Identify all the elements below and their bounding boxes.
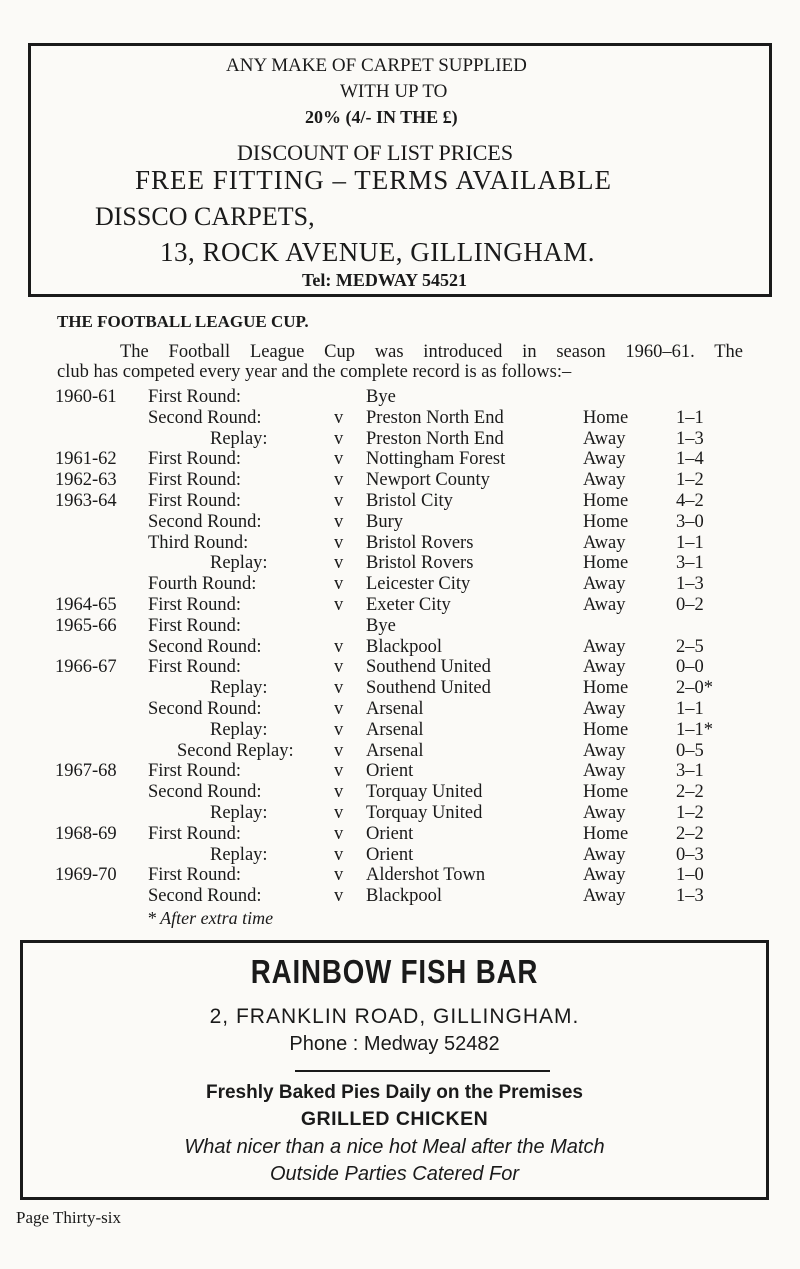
versus-cell: v <box>334 636 344 657</box>
score-cell: 0–3 <box>676 844 704 865</box>
versus-cell: v <box>334 844 344 865</box>
opponent-cell: Blackpool <box>366 886 443 907</box>
table-row <box>0 637 800 658</box>
venue-cell: Away <box>583 886 626 907</box>
venue-cell: Away <box>583 803 626 823</box>
venue-cell: Away <box>583 574 626 595</box>
score-cell: 0–2 <box>676 595 704 615</box>
venue-cell: Away <box>583 699 626 719</box>
carpet-ad-address: 13, ROCK AVENUE, GILLINGHAM. <box>160 237 595 267</box>
round-cell: First Round: <box>148 761 242 782</box>
versus-cell: v <box>334 491 344 511</box>
versus-cell: v <box>334 449 344 470</box>
opponent-cell: Arsenal <box>366 740 424 761</box>
venue-cell: Away <box>583 636 626 657</box>
round-cell: First Round: <box>148 865 242 886</box>
season-cell: 1964-65 <box>55 595 117 615</box>
carpet-ad-free-fitting: FREE FITTING – TERMS AVAILABLE <box>135 165 613 195</box>
table-row <box>0 470 800 491</box>
score-cell: 1–3 <box>676 428 704 449</box>
table-row <box>0 387 800 408</box>
round-cell: Second Round: <box>148 699 262 719</box>
season-cell: 1967-68 <box>55 761 117 782</box>
versus-cell: v <box>334 719 344 740</box>
table-row <box>0 657 800 678</box>
round-cell: Replay: <box>210 844 268 865</box>
table-row <box>0 803 800 824</box>
table-row <box>0 782 800 803</box>
fish-bar-address: 2, FRANKLIN ROAD, GILLINGHAM. <box>209 1005 580 1028</box>
versus-cell: v <box>334 511 344 532</box>
score-cell: 1–0 <box>676 865 704 886</box>
fish-bar-chicken: GRILLED CHICKEN <box>300 1108 489 1130</box>
score-cell: 0–0 <box>676 657 704 678</box>
venue-cell: Home <box>583 407 629 428</box>
score-cell: 3–1 <box>676 553 704 574</box>
round-cell: Second Replay: <box>177 740 294 761</box>
season-cell: 1965-66 <box>55 615 117 636</box>
score-cell: 1–3 <box>676 886 704 907</box>
opponent-cell: Southend United <box>366 657 491 678</box>
round-cell: First Round: <box>148 491 242 511</box>
venue-cell: Away <box>583 865 626 886</box>
versus-cell: v <box>334 886 344 907</box>
score-cell: 1–2 <box>676 803 704 823</box>
score-cell: 1–1 <box>676 407 704 428</box>
footnote: * After extra time <box>147 908 274 928</box>
table-row <box>0 865 800 886</box>
venue-cell: Away <box>583 740 626 761</box>
round-cell: Second Round: <box>148 782 262 803</box>
versus-cell: v <box>334 428 344 449</box>
fish-bar-advert <box>20 940 769 1200</box>
venue-cell: Home <box>583 782 629 803</box>
opponent-cell: Arsenal <box>366 719 424 740</box>
round-cell: Second Round: <box>148 636 262 657</box>
round-cell: Replay: <box>210 803 268 823</box>
score-cell: 4–2 <box>676 491 704 511</box>
intro-line-1: The Football League Cup was introduced in season 1960–61. The <box>120 342 743 362</box>
carpet-advert <box>28 43 772 297</box>
table-row <box>0 845 800 866</box>
opponent-cell: Blackpool <box>366 636 443 657</box>
table-row <box>0 720 800 741</box>
opponent-cell: Arsenal <box>366 699 424 719</box>
versus-cell: v <box>334 740 344 761</box>
fish-bar-name: RAINBOW FISH BAR <box>250 953 539 990</box>
table-row <box>0 512 800 533</box>
table-row <box>0 491 800 512</box>
table-row <box>0 449 800 470</box>
table-row <box>0 616 800 637</box>
venue-cell: Home <box>583 678 629 699</box>
table-row <box>0 574 800 595</box>
round-cell: First Round: <box>148 387 242 407</box>
divider-rule <box>295 1070 550 1072</box>
opponent-cell: Bristol City <box>366 491 453 511</box>
venue-cell: Home <box>583 719 629 740</box>
score-cell: 2–2 <box>676 823 704 844</box>
opponent-cell: Torquay United <box>366 782 483 803</box>
venue-cell: Away <box>583 657 626 678</box>
season-cell: 1961-62 <box>55 449 117 470</box>
carpet-ad-company-name: DISSCO CARPETS, <box>95 202 315 231</box>
opponent-cell: Orient <box>366 844 414 865</box>
table-row <box>0 553 800 574</box>
round-cell: Second Round: <box>148 511 262 532</box>
season-cell: 1963-64 <box>55 491 117 511</box>
versus-cell: v <box>334 699 344 719</box>
score-cell: 1–2 <box>676 470 704 491</box>
carpet-ad-line1: ANY MAKE OF CARPET SUPPLIED <box>226 55 527 76</box>
score-cell: 3–0 <box>676 511 704 532</box>
score-cell: 1–1* <box>676 719 713 740</box>
versus-cell: v <box>334 761 344 782</box>
versus-cell: v <box>334 574 344 595</box>
versus-cell: v <box>334 407 344 428</box>
table-row <box>0 429 800 450</box>
opponent-cell: Orient <box>366 823 414 844</box>
versus-cell: v <box>334 595 344 615</box>
versus-cell: v <box>334 782 344 803</box>
venue-cell: Away <box>583 470 626 491</box>
season-cell: 1969-70 <box>55 865 117 886</box>
venue-cell: Away <box>583 428 626 449</box>
venue-cell: Away <box>583 449 626 470</box>
fish-bar-phone: Phone : Medway 52482 <box>289 1033 500 1055</box>
season-cell: 1962-63 <box>55 470 117 491</box>
season-cell: 1968-69 <box>55 823 117 844</box>
opponent-cell: Bury <box>366 511 403 532</box>
venue-cell: Away <box>583 532 626 553</box>
opponent-cell: Southend United <box>366 678 491 699</box>
table-row <box>0 761 800 782</box>
opponent-cell: Newport County <box>366 470 490 491</box>
round-cell: Replay: <box>210 428 268 449</box>
opponent-cell: Leicester City <box>366 574 471 595</box>
score-cell: 1–3 <box>676 574 704 595</box>
fish-bar-parties: Outside Parties Catered For <box>270 1163 519 1185</box>
versus-cell: v <box>334 553 344 574</box>
versus-cell: v <box>334 803 344 823</box>
opponent-cell: Nottingham Forest <box>366 449 506 470</box>
table-row <box>0 886 800 907</box>
opponent-cell: Bye <box>366 387 396 407</box>
versus-cell: v <box>334 470 344 491</box>
table-row <box>0 699 800 720</box>
round-cell: First Round: <box>148 823 242 844</box>
carpet-ad-discount: 20% (4/- IN THE £) <box>305 107 458 127</box>
round-cell: Replay: <box>210 553 268 574</box>
round-cell: First Round: <box>148 470 242 491</box>
section-title: THE FOOTBALL LEAGUE CUP. <box>57 312 309 331</box>
versus-cell: v <box>334 678 344 699</box>
opponent-cell: Torquay United <box>366 803 483 823</box>
season-cell: 1960-61 <box>55 387 117 407</box>
carpet-ad-telephone: Tel: MEDWAY 54521 <box>302 270 468 290</box>
venue-cell: Home <box>583 511 629 532</box>
opponent-cell: Exeter City <box>366 595 451 615</box>
score-cell: 2–0* <box>676 678 713 699</box>
versus-cell: v <box>334 657 344 678</box>
round-cell: Replay: <box>210 719 268 740</box>
versus-cell: v <box>334 865 344 886</box>
round-cell: First Round: <box>148 449 242 470</box>
venue-cell: Home <box>583 491 629 511</box>
venue-cell: Home <box>583 823 629 844</box>
table-row <box>0 678 800 699</box>
opponent-cell: Preston North End <box>366 407 504 428</box>
round-cell: Second Round: <box>148 407 262 428</box>
intro-line-2: club has competed every year and the complete record is as follows:– <box>57 362 572 382</box>
versus-cell: v <box>334 532 344 553</box>
opponent-cell: Bye <box>366 615 396 636</box>
season-cell: 1966-67 <box>55 657 117 678</box>
carpet-ad-line2: WITH UP TO <box>340 81 448 102</box>
opponent-cell: Bristol Rovers <box>366 553 474 574</box>
table-row <box>0 824 800 845</box>
fish-bar-pies: Freshly Baked Pies Daily on the Premises <box>205 1082 583 1103</box>
round-cell: First Round: <box>148 615 242 636</box>
score-cell: 2–5 <box>676 636 704 657</box>
score-cell: 3–1 <box>676 761 704 782</box>
venue-cell: Away <box>583 761 626 782</box>
opponent-cell: Aldershot Town <box>366 865 486 886</box>
table-row <box>0 533 800 554</box>
venue-cell: Away <box>583 844 626 865</box>
round-cell: First Round: <box>148 657 242 678</box>
round-cell: Second Round: <box>148 886 262 907</box>
versus-cell: v <box>334 823 344 844</box>
page-number: Page Thirty-six <box>16 1208 121 1227</box>
carpet-ad-list-prices: DISCOUNT OF LIST PRICES <box>237 140 514 165</box>
table-row <box>0 408 800 429</box>
score-cell: 1–4 <box>676 449 704 470</box>
table-row <box>0 741 800 762</box>
round-cell: Replay: <box>210 678 268 699</box>
opponent-cell: Bristol Rovers <box>366 532 474 553</box>
score-cell: 1–1 <box>676 699 704 719</box>
score-cell: 0–5 <box>676 740 704 761</box>
venue-cell: Home <box>583 553 629 574</box>
opponent-cell: Orient <box>366 761 414 782</box>
opponent-cell: Preston North End <box>366 428 504 449</box>
score-cell: 1–1 <box>676 532 704 553</box>
intro-paragraph <box>57 342 743 382</box>
fish-bar-slogan: What nicer than a nice hot Meal after the Match <box>184 1136 605 1158</box>
round-cell: Fourth Round: <box>148 574 257 595</box>
round-cell: First Round: <box>148 595 242 615</box>
score-cell: 2–2 <box>676 782 704 803</box>
venue-cell: Away <box>583 595 626 615</box>
table-row <box>0 595 800 616</box>
round-cell: Third Round: <box>148 532 249 553</box>
